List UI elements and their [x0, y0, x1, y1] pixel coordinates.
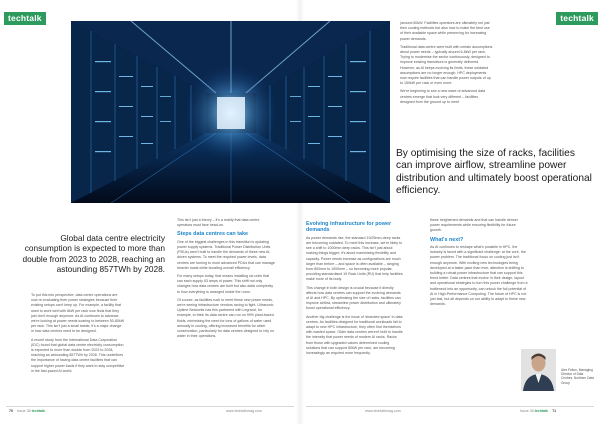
footer-publication-left: Issue 38	[17, 409, 31, 413]
right-column-b	[430, 218, 528, 310]
left-column	[31, 293, 125, 377]
footer-url: www.techtalkmag.com	[226, 409, 262, 413]
footer-right	[520, 407, 559, 416]
author-portrait-icon	[521, 349, 556, 391]
middle-intro: This isn't just a theory – it's a reality that data centre operators must face head-on.	[177, 218, 260, 228]
footer-left	[6, 407, 45, 416]
heading-whats-next: What's next?	[430, 236, 464, 243]
middle-para-1: One of the biggest challenges in this transition is updating power supply systems. Traditional Power Distribution Units (PDUs) aren't built to handle the demands of these new AI-driven systems. To meet the required power levels, data centres are turning to more advanced PDUs that can manage heavier loads while boosting overall efficiency.	[177, 239, 275, 270]
right-column-a	[306, 218, 404, 359]
hero-illustration	[71, 21, 390, 203]
logo-left: techtalk	[4, 12, 46, 25]
right-a-para-1: As power demands rise, the standard 19/25mm-deep racks are becoming outdated. To meet this increase, we're likely to see a shift to 1000mm deep racks. This isn't just about making things bigger; it's about maximising flexibility and capacity. Power needs increase as configurations are much larger than before – and space is often available – ranging from 800mm to 1000mm – so becoming more popular, providing standardised 19 Rack Units (RU) that help facilities make more of its body.	[306, 235, 403, 282]
left-para-2: A recent study from the International Data Corporation (IDC) found that global data centre electricity consumption is expected to more than double from 2023 to 2028, reaching an astounding 857TWh by 2028. This underlines the importance of having data centre facilities that can support higher power loads if they want to stay competitive in the fast-paced AI world.	[31, 337, 125, 373]
page-number-left: 70	[9, 409, 13, 413]
footer-brand-right: techtalk	[534, 409, 549, 413]
footer-url-right: www.techtalkmag.com	[365, 409, 401, 413]
middle-para-3: Of course, as facilities rush to meet these new power needs, we're seeing infrastructure vendors racing to fight. Ultrasonic Uptime Networks has this partnered with Legrand, for example, to think its data centre can run on 99% plant-based fluids, minimising the need for tons of gallons of water used annually in cooling, offering increased benefits for wider conservation, particularly for data centres designed to rely on water in their operations.	[177, 297, 275, 339]
page-number-right: 71	[552, 409, 557, 413]
right-top-para-2: Traditional data centre were built with certain assumptions about power needs – typically around 6-8kW per rack. Trying to modernise the sector continuously, designed to improve existing transistors is generally delivered. However, as AI keeps evolving its limits, these outdated assumptions are no longer enough. HPC deployments now require facilities that can handle power outputs of up to 150kW per rack or even more.	[400, 44, 493, 86]
middle-para-2: For many setups today, that means installing six units that can each supply 63 amps of power. This shift not only changes how data centres are built but also adds complexity to how everything is arranged inside the room.	[177, 274, 274, 294]
logo-right: techtalk	[556, 12, 598, 25]
left-para-1: To put this into perspective, data centre operations are now re-evaluating their power strategies because their existing setups can't keep up. For example, a facility that used to work well with 8kW per rack now finds that they just don't enough anymore. As AI continues to advance, we're looking at power needs soaring to between 50-80kW per rack. This isn't just a small tweak; it's a major change in how data centres need to be designed.	[31, 293, 125, 334]
footer-brand-left: techtalk	[31, 409, 46, 413]
right-top-para-3: We're beginning to see a new wave of advanced data centres emerge that look very different – facilities designed from the ground up to meet	[400, 89, 486, 104]
pull-quote-left: Global data centre electricity consumption is expected to more than double from 2023 to 2028, reaching an astounding 857TWh by 2028.	[22, 233, 165, 274]
right-b-para-1: As AI continues to reshape what's possible in HPC, the industry is faced with a significant challenge: at the core, the power problem. The traditional focus on cooling just isn't enough anymore. With exciting new technologies being developed at a faster pace than ever, attention is shifting to building a robust power infrastructure that can support this trend better. Data centres that evolve in their design, layout and operational strategies to turn this power challenge from a bottleneck into an opportunity, can unlock the full potential of AI in High-Performance Computing. The future of HPC is not just fast, but all depends on our ability to adapt to these new demands.	[430, 245, 528, 307]
heading-steps: Steps data centres can take	[177, 231, 249, 238]
right-top-column	[400, 21, 493, 108]
middle-column	[177, 218, 275, 342]
heading-evolving-infrastructure: Evolving infrastructure for power demands	[306, 221, 392, 234]
right-a-para-3: Another big challenge is the issue of 'stranded space' in data centres. As facilities designed for traditional workloads fail to adapt to new HPC infrastructure, they often find themselves with wasted space. Older data centres weren't built to handle the intensity that power needs of modern AI racks. Racks from those with upgraded values determined cooling solutions that can support 80kW per rack, are becoming increasingly as required more frequently.	[306, 314, 403, 356]
right-a-para-2: This change in both design is crucial because it directly affects how data centres can support the evolving demands of AI and HPC. By optimising the size of racks, facilities can improve airflow, streamline power distribution and ultimately boost operational efficiency.	[306, 285, 401, 311]
right-b-intro: these heightened demands and that can handle denser power requirements while ensuring flexibility for future growth.	[430, 218, 518, 233]
author-photo	[521, 349, 556, 391]
right-top-para-1: (around 60kW. Facilities operators are ultimately not just then cooling methods but also how to make the best use of their available space while preserving for increasing power demands.	[400, 21, 490, 41]
pull-quote-right: By optimising the size of racks, facilities can improve airflow, streamline power distribution and ultimately boost operational efficiency.	[396, 148, 592, 197]
author-caption: Alex Felton, Managing Director of Data Centres, Northern Data Group	[561, 368, 594, 385]
hero-datacentre-image	[71, 21, 390, 203]
footer-publication-right: Issue 38	[520, 409, 534, 413]
